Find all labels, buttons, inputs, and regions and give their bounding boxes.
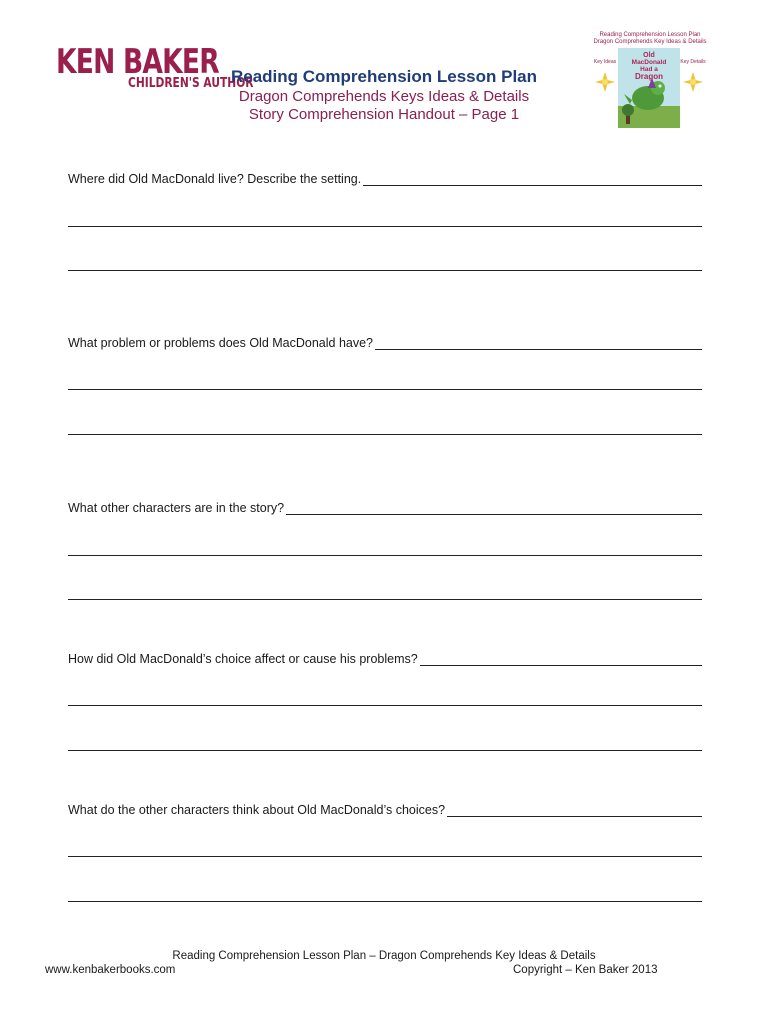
- answer-line[interactable]: [447, 804, 702, 817]
- logo-tagline: CHILDREN'S AUTHOR: [128, 76, 254, 91]
- answer-line[interactable]: [68, 901, 702, 902]
- question-2: [68, 332, 702, 350]
- key-ideas-label: Key Ideas: [593, 59, 617, 65]
- question-5-text: What do the other characters think about Old MacDonald’s choices?: [68, 803, 446, 817]
- logo-name: KEN BAKER: [56, 42, 219, 82]
- footer-copyright: Copyright – Ken Baker 2013: [513, 964, 658, 976]
- answer-line[interactable]: [68, 434, 702, 435]
- cover-title-line-1: Old: [643, 52, 655, 59]
- answer-line[interactable]: [363, 173, 702, 186]
- page-header: [214, 66, 554, 124]
- answer-line[interactable]: [68, 705, 702, 706]
- book-cover-image: [618, 48, 680, 128]
- cover-title-line-3: Had a: [640, 66, 658, 73]
- page-title: Reading Comprehension Lesson Plan: [230, 67, 538, 86]
- question-5: [68, 799, 702, 817]
- answer-line[interactable]: [68, 750, 702, 751]
- answer-line[interactable]: [68, 555, 702, 556]
- answer-line[interactable]: [286, 502, 702, 515]
- question-4: [68, 648, 702, 666]
- answer-line[interactable]: [375, 337, 702, 350]
- key-details-badge: [682, 56, 704, 100]
- book-cover-thumbnail: [592, 32, 708, 130]
- cover-title-line-2: MacDonald: [631, 59, 667, 66]
- cover-caption-2: Dragon Comprehends Key Ideas & Details: [593, 39, 707, 45]
- answer-line[interactable]: [68, 856, 702, 857]
- question-2-text: What problem or problems does Old MacDonald have?: [68, 336, 374, 350]
- question-4-text: How did Old MacDonald’s choice affect or cause his problems?: [68, 652, 418, 666]
- author-logo: [56, 42, 254, 100]
- footer-title: Reading Comprehension Lesson Plan – Dragon Comprehends Key Ideas & Details: [172, 950, 596, 962]
- answer-line[interactable]: [420, 653, 702, 666]
- question-3-text: What other characters are in the story?: [68, 501, 285, 515]
- page-subtitle-1: Dragon Comprehends Keys Ideas & Details: [238, 88, 530, 105]
- answer-line[interactable]: [68, 270, 702, 271]
- question-1-text: Where did Old MacDonald live? Describe the setting.: [68, 172, 362, 186]
- page-subtitle-2: Story Comprehension Handout – Page 1: [248, 106, 520, 123]
- footer-website: www.kenbakerbooks.com: [45, 964, 176, 976]
- cover-caption-1: Reading Comprehension Lesson Plan: [599, 32, 701, 38]
- answer-line[interactable]: [68, 226, 702, 227]
- cover-title-line-4: Dragon: [635, 72, 663, 81]
- answer-line[interactable]: [68, 389, 702, 390]
- answer-line[interactable]: [68, 599, 702, 600]
- key-ideas-badge: [594, 56, 616, 100]
- key-details-label: Key Details: [680, 59, 706, 65]
- question-3: [68, 497, 702, 515]
- question-1: [68, 168, 702, 186]
